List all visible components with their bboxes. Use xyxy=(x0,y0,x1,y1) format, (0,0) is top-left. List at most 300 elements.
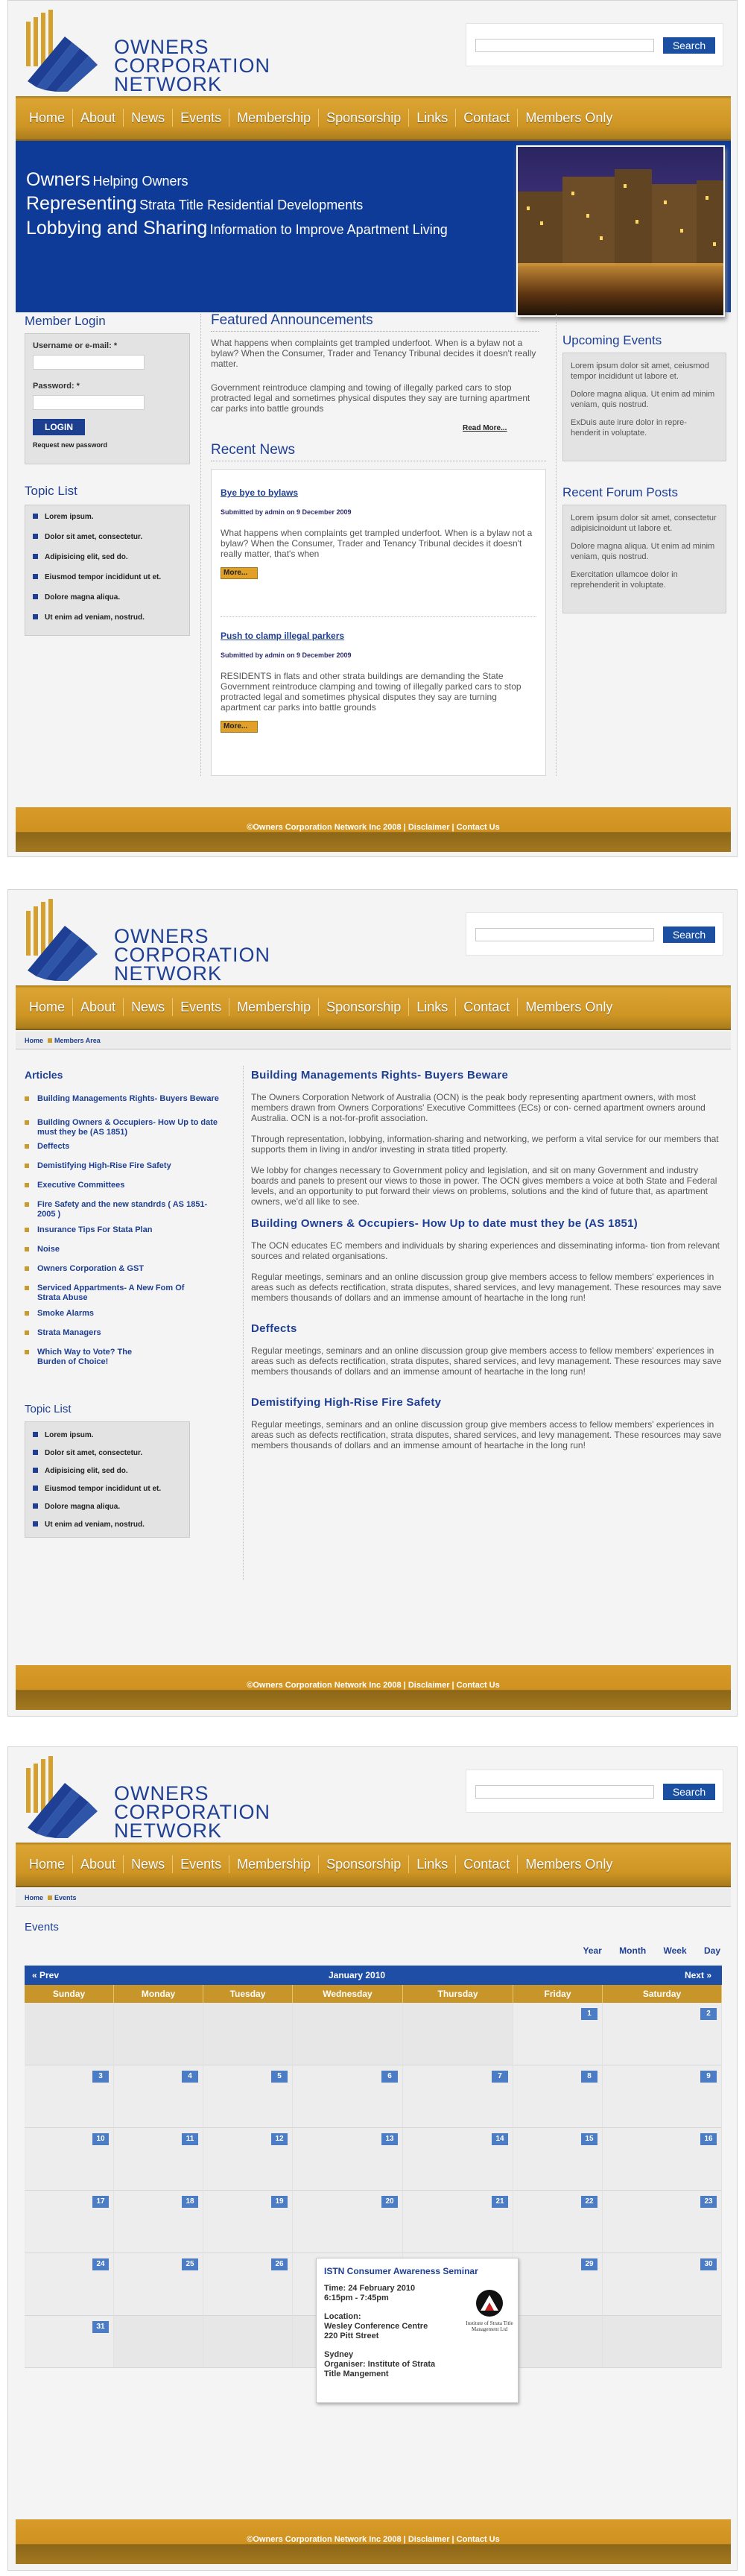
news-item-submitted: Submitted by admin on 9 December 2009 xyxy=(221,508,352,516)
site-logo[interactable] xyxy=(20,7,318,95)
topic-item[interactable] xyxy=(33,531,182,552)
day-number[interactable]: 8 xyxy=(581,2071,597,2083)
brand-line-3: NETWORK xyxy=(114,73,222,95)
topic-item-label: Adipisicing elit, sed do. xyxy=(45,1467,128,1475)
hero-banner xyxy=(16,141,731,312)
bullet-icon xyxy=(33,534,38,539)
calendar-day-cell[interactable] xyxy=(114,2191,203,2253)
article-link[interactable] xyxy=(25,1118,241,1142)
view-day[interactable]: Day xyxy=(703,1945,720,1956)
featured-p2: Government reintroduce clamping and towing of illegally parked cars to stop protracted legal and sometimes physical disputes they say are turning apartment car parks into battle grounds xyxy=(211,382,530,414)
site-footer: ©Owners Corporation Network Inc 2008 | Disclaimer | Contact Us xyxy=(16,1665,731,1710)
nav-links[interactable]: Links xyxy=(416,1857,448,1872)
breadcrumb-separator-icon xyxy=(48,1895,52,1900)
search-input[interactable] xyxy=(475,1785,654,1799)
upcoming-item[interactable]: Lorem ipsum dolor sit amet, ceiusmod tempor incididunt ut labore et. xyxy=(571,362,709,381)
calendar-day-cell xyxy=(293,2003,403,2065)
calendar-day-cell[interactable] xyxy=(25,2316,114,2368)
topic-item[interactable] xyxy=(33,552,182,572)
site-logo[interactable] xyxy=(20,1753,318,1842)
banner-l1-small: Helping Owners xyxy=(92,174,188,189)
topic-item-label: Adipisicing elit, sed do. xyxy=(45,553,128,561)
topic-item[interactable] xyxy=(33,1483,182,1501)
column-divider xyxy=(243,1066,244,1580)
topic-item-label: Dolor sit amet, consectetur. xyxy=(45,1449,143,1457)
photo-window xyxy=(527,206,530,210)
forum-item[interactable]: Dolore magna aliqua. Ut enim ad minim veniam, quis nostrud. xyxy=(571,542,715,561)
article-link[interactable] xyxy=(25,1142,241,1161)
nav-events[interactable]: Events xyxy=(180,110,222,125)
day-number[interactable]: 20 xyxy=(381,2196,398,2208)
upcoming-events-title: Upcoming Events xyxy=(562,333,662,347)
breadcrumb-home[interactable]: Home xyxy=(25,1894,44,1901)
news-item xyxy=(221,487,536,617)
photo-building xyxy=(697,180,725,266)
photo-window xyxy=(624,184,627,188)
brand-line-3: NETWORK xyxy=(114,962,222,985)
calendar-day-cell[interactable] xyxy=(513,2253,603,2316)
day-number[interactable]: 29 xyxy=(581,2258,597,2270)
nav-home[interactable]: Home xyxy=(29,1857,66,1872)
topic-item[interactable] xyxy=(33,1519,182,1537)
day-number[interactable]: 12 xyxy=(271,2133,288,2145)
bullet-icon xyxy=(25,1330,29,1335)
prev-month-button[interactable]: « Prev xyxy=(32,1970,60,1980)
day-number[interactable]: 7 xyxy=(492,2071,508,2083)
bullet-icon xyxy=(33,514,38,519)
nav-members-only[interactable]: Members Only xyxy=(525,1857,613,1872)
day-number[interactable]: 21 xyxy=(492,2196,508,2208)
topic-item[interactable] xyxy=(33,1448,182,1465)
article-content xyxy=(251,1069,723,1461)
username-input[interactable] xyxy=(33,355,145,370)
nav-news[interactable]: News xyxy=(131,1857,165,1872)
banner-l3-small: Information to Improve Apartment Living xyxy=(209,222,448,237)
bullet-icon xyxy=(33,1450,38,1455)
topic-item[interactable] xyxy=(33,572,182,592)
event-time: Time: 24 February 2010 xyxy=(324,2284,416,2293)
day-number[interactable]: 14 xyxy=(492,2133,508,2145)
column-divider xyxy=(200,314,201,776)
article-link[interactable] xyxy=(25,1200,241,1225)
breadcrumb xyxy=(16,1032,731,1049)
member-login-title: Member Login xyxy=(25,314,106,328)
topic-item[interactable] xyxy=(33,592,182,612)
day-number[interactable]: 13 xyxy=(381,2133,398,2145)
article-paragraph: Through representation, lobbying, information-sharing and networking, we perform a vital service for our members that supports them in living in and/or investing in strata titled property. xyxy=(251,1134,719,1155)
bullet-icon xyxy=(25,1311,29,1316)
calendar-day-cell xyxy=(25,2003,114,2065)
weekday-header xyxy=(25,1985,722,2003)
event-title[interactable]: ISTN Consumer Awareness Seminar xyxy=(324,2266,478,2276)
istm-logo xyxy=(466,2288,513,2332)
article-link[interactable] xyxy=(25,1264,241,1284)
weekday-label: Sunday xyxy=(25,1985,114,2003)
nav-sponsorship[interactable]: Sponsorship xyxy=(326,110,402,125)
weekday-label: Wednesday xyxy=(293,1985,403,2003)
bullet-icon xyxy=(25,1266,29,1271)
day-number[interactable]: 19 xyxy=(271,2196,288,2208)
site-footer: ©Owners Corporation Network Inc 2008 | Disclaimer | Contact Us xyxy=(16,2519,731,2564)
breadcrumb-events[interactable]: Events xyxy=(54,1894,77,1901)
nav-members-only[interactable]: Members Only xyxy=(525,1000,613,1014)
featured-title: Featured Announcements xyxy=(211,312,539,332)
calendar-day-cell[interactable] xyxy=(513,2003,603,2065)
bullet-icon xyxy=(25,1120,29,1125)
event-hours: 6:15pm - 7:45pm xyxy=(324,2294,389,2302)
calendar-day-cell[interactable] xyxy=(513,2191,603,2253)
member-login-box xyxy=(25,333,190,464)
day-number[interactable]: 24 xyxy=(92,2258,109,2270)
weekday-label: Tuesday xyxy=(203,1985,293,2003)
photo-window xyxy=(635,220,638,224)
day-number[interactable]: 30 xyxy=(700,2258,717,2270)
news-list xyxy=(211,469,546,776)
article-link-label: Fire Safety and the new standrds ( AS 1851-2005 ) xyxy=(37,1200,208,1219)
topic-item-label: Ut enim ad veniam, nostrud. xyxy=(45,1521,145,1529)
article-section-title: Building Owners & Occupiers- How Up to date must they be (AS 1851) xyxy=(251,1217,638,1230)
photo-building xyxy=(652,184,697,266)
logo-mark-icon xyxy=(20,1753,110,1839)
news-item-title[interactable]: Bye bye to bylaws xyxy=(221,487,299,498)
forum-posts-title: Recent Forum Posts xyxy=(562,485,678,499)
upcoming-events-box xyxy=(562,353,726,461)
day-number[interactable]: 31 xyxy=(92,2321,109,2333)
article-link[interactable] xyxy=(25,1284,241,1309)
bullet-icon xyxy=(33,1521,38,1527)
site-header xyxy=(8,890,737,987)
photo-window xyxy=(571,192,574,195)
calendar-bar xyxy=(25,1966,722,1985)
topic-item-label: Dolor sit amet, consectetur. xyxy=(45,533,143,541)
bullet-icon xyxy=(25,1202,29,1207)
article-section-title: Demistifying High-Rise Fire Safety xyxy=(251,1396,442,1409)
day-number[interactable]: 22 xyxy=(581,2196,597,2208)
photo-reflection xyxy=(518,263,725,315)
bullet-icon xyxy=(33,554,38,559)
calendar-day-cell[interactable] xyxy=(513,2128,603,2191)
nav-sponsorship[interactable]: Sponsorship xyxy=(326,1000,402,1014)
events-title: Events xyxy=(25,1921,59,1933)
breadcrumb-separator-icon xyxy=(48,1038,52,1043)
day-number[interactable]: 17 xyxy=(92,2196,109,2208)
upcoming-item[interactable]: Dolore magna aliqua. Ut enim ad minim veniam, quis nostrud. xyxy=(571,390,715,409)
bullet-icon xyxy=(25,1164,29,1168)
day-number[interactable]: 6 xyxy=(381,2071,398,2083)
bullet-icon xyxy=(33,614,38,619)
calendar-day-cell[interactable] xyxy=(403,2191,513,2253)
news-item-title[interactable]: Push to clamp illegal parkers xyxy=(221,631,345,641)
article-link-label: Owners Corporation & GST xyxy=(37,1264,145,1273)
istm-logo-text: Institute of Strata Title Management Ltd xyxy=(466,2320,513,2332)
nav-links[interactable]: Links xyxy=(416,1000,448,1014)
calendar-day-cell[interactable] xyxy=(293,2065,403,2128)
brand-line-3: NETWORK xyxy=(114,1819,222,1842)
nav-membership[interactable]: Membership xyxy=(237,1857,311,1872)
logo-mark-icon xyxy=(20,896,110,982)
day-number[interactable]: 9 xyxy=(700,2071,717,2083)
day-number[interactable]: 3 xyxy=(92,2071,109,2083)
calendar-day-cell[interactable] xyxy=(603,2128,722,2191)
photo-building xyxy=(615,169,652,266)
photo-window xyxy=(706,196,708,200)
calendar-day-cell[interactable] xyxy=(114,2128,203,2191)
day-number[interactable]: 5 xyxy=(271,2071,288,2083)
article-link-label: Building Managements Rights- Buyers Beware xyxy=(37,1094,219,1103)
article-link-label: Serviced Appartments- A New Fom Of Strata Abuse xyxy=(37,1284,185,1302)
article-link-label: Smoke Alarms xyxy=(37,1309,95,1318)
event-location-label: Location: xyxy=(324,2312,361,2321)
article-paragraph: Regular meetings, seminars and an online discussion group give members access to fellow members' experiences in areas such as defects rectification, strata disputes, shared services, and levy management. These resources may save members thousands of dollars and an immense amount of heartache in the long run! xyxy=(251,1419,722,1450)
calendar-day-cell[interactable] xyxy=(114,2065,203,2128)
view-year[interactable]: Year xyxy=(583,1945,602,1956)
banner-line-1 xyxy=(26,169,188,191)
article-link-label: Noise xyxy=(37,1245,60,1254)
bullet-icon xyxy=(25,1228,29,1232)
events-page xyxy=(7,1746,738,2571)
topic-list-box xyxy=(25,505,190,636)
read-more-link[interactable]: Read More... xyxy=(463,424,507,432)
calendar-day-cell xyxy=(513,2316,603,2368)
more-button[interactable]: More... xyxy=(221,721,258,733)
main-nav xyxy=(16,96,731,141)
photo-window xyxy=(664,201,667,204)
home-page xyxy=(7,0,738,857)
nav-news[interactable]: News xyxy=(131,110,165,125)
calendar-day-cell[interactable] xyxy=(203,2191,293,2253)
event-popup xyxy=(316,2258,519,2403)
event-city: Sydney xyxy=(324,2350,354,2359)
bullet-icon xyxy=(25,1183,29,1187)
day-number[interactable]: 23 xyxy=(700,2196,717,2208)
nav-home[interactable]: Home xyxy=(29,1000,66,1014)
banner-line-2 xyxy=(26,193,363,215)
article-link-label: Strata Managers xyxy=(37,1328,101,1337)
nav-contact[interactable]: Contact xyxy=(463,1000,510,1014)
weekday-label: Saturday xyxy=(603,1985,722,2003)
articles-title: Articles xyxy=(25,1069,63,1081)
topic-item-label: Dolore magna aliqua. xyxy=(45,593,121,602)
article-link[interactable] xyxy=(25,1348,241,1373)
photo-building xyxy=(562,177,615,266)
forum-item[interactable]: Lorem ipsum dolor sit amet, consectetur adipisicinoidunt ut labore et. xyxy=(571,514,717,533)
article-section-title: Building Managements Rights- Buyers Beware xyxy=(251,1069,509,1082)
photo-window xyxy=(540,221,543,225)
topic-list-title: Topic List xyxy=(25,484,77,498)
calendar-day-cell xyxy=(203,2003,293,2065)
upcoming-item[interactable]: ExDuis aute irure dolor in repre- henderit in voluptate. xyxy=(571,418,687,438)
photo-window xyxy=(713,242,716,246)
banner-l1-big: Owners xyxy=(26,169,91,190)
site-header xyxy=(8,1747,737,1844)
logo-mark-icon xyxy=(20,7,110,92)
article-link[interactable] xyxy=(25,1328,241,1348)
event-venue: Wesley Conference Centre xyxy=(324,2322,428,2331)
calendar-day-cell[interactable] xyxy=(293,2191,403,2253)
breadcrumb-members-area[interactable]: Members Area xyxy=(54,1037,101,1044)
photo-window xyxy=(680,229,683,233)
request-password-link[interactable]: Request new password xyxy=(33,441,108,449)
weekday-label: Friday xyxy=(513,1985,603,2003)
calendar-day-cell[interactable] xyxy=(603,2003,722,2065)
banner-l2-small: Strata Title Residential Developments xyxy=(139,198,364,212)
day-number[interactable]: 4 xyxy=(182,2071,198,2083)
topic-item-label: Lorem ipsum. xyxy=(45,513,94,521)
article-link[interactable] xyxy=(25,1094,241,1118)
calendar-day-cell[interactable] xyxy=(114,2253,203,2316)
nav-about[interactable]: About xyxy=(80,110,116,125)
article-section xyxy=(251,1069,723,1207)
article-link[interactable] xyxy=(25,1245,241,1264)
search-button[interactable]: Search xyxy=(663,37,715,54)
calendar-day-cell[interactable] xyxy=(203,2253,293,2316)
bullet-icon xyxy=(33,1468,38,1473)
view-month[interactable]: Month xyxy=(619,1945,647,1956)
topic-item-label: Ut enim ad veniam, nostrud. xyxy=(45,613,145,622)
topic-item[interactable] xyxy=(33,1465,182,1483)
site-footer: ©Owners Corporation Network Inc 2008 | Disclaimer | Contact Us xyxy=(16,807,731,852)
day-number[interactable]: 11 xyxy=(182,2133,198,2145)
topic-list-box xyxy=(25,1421,190,1538)
article-link[interactable] xyxy=(25,1309,241,1328)
article-section-title: Deffects xyxy=(251,1322,297,1335)
brand-line-1: OWNERS xyxy=(114,1782,209,1805)
calendar-day-cell[interactable] xyxy=(293,2128,403,2191)
banner-line-3 xyxy=(26,218,448,239)
topic-item[interactable] xyxy=(33,1501,182,1519)
calendar-day-cell xyxy=(114,2003,203,2065)
nav-members-only[interactable]: Members Only xyxy=(525,110,613,125)
view-week[interactable]: Week xyxy=(663,1945,687,1956)
nav-membership[interactable]: Membership xyxy=(237,110,311,125)
next-month-button[interactable]: Next » xyxy=(684,1970,711,1980)
articles-list xyxy=(25,1094,241,1373)
search-input[interactable] xyxy=(475,928,654,941)
forum-posts-box xyxy=(562,505,726,613)
search-button[interactable]: Search xyxy=(663,926,715,943)
bullet-icon xyxy=(25,1247,29,1251)
calendar-day-cell[interactable] xyxy=(203,2128,293,2191)
day-number[interactable]: 18 xyxy=(182,2196,198,2208)
topic-item[interactable] xyxy=(33,612,182,632)
main-nav xyxy=(16,985,731,1030)
bullet-icon xyxy=(33,1486,38,1491)
forum-item[interactable]: Exercitation ullamcoe dolor in reprehenderit in voluptate. xyxy=(571,570,678,590)
calendar-day-cell[interactable] xyxy=(603,2065,722,2128)
calendar-day-cell[interactable] xyxy=(25,2065,114,2128)
nav-contact[interactable]: Contact xyxy=(463,1857,510,1872)
bullet-icon xyxy=(33,574,38,579)
topic-item-label: Dolore magna aliqua. xyxy=(45,1503,121,1511)
column-divider xyxy=(556,314,557,776)
bullet-icon xyxy=(33,594,38,599)
day-number[interactable]: 15 xyxy=(581,2133,597,2145)
day-number[interactable]: 26 xyxy=(271,2258,288,2270)
article-link-label: Executive Committees xyxy=(37,1181,125,1190)
article-paragraph: Regular meetings, seminars and an online discussion group give members access to fellow members' experiences in areas such as defects rectification, strata disputes, shared services, and levy management. These resources may save members thousands of dollars and an immense amount of heartache in the long run! xyxy=(251,1345,722,1377)
article-section xyxy=(251,1322,723,1377)
topic-list-title: Topic List xyxy=(25,1403,72,1415)
topic-item-label: Eiusmod tempor incididunt ut et. xyxy=(45,573,162,581)
calendar-day-cell[interactable] xyxy=(25,2191,114,2253)
main-nav xyxy=(16,1843,731,1887)
brand-line-2: CORPORATION xyxy=(114,944,271,966)
day-number[interactable]: 2 xyxy=(700,2008,717,2020)
calendar-day-cell[interactable] xyxy=(25,2128,114,2191)
calendar-day-cell[interactable] xyxy=(25,2253,114,2316)
login-button[interactable]: LOGIN xyxy=(33,419,85,435)
nav-sponsorship[interactable]: Sponsorship xyxy=(326,1857,402,1872)
article-link[interactable] xyxy=(25,1181,241,1200)
day-number[interactable]: 1 xyxy=(581,2008,597,2020)
article-link-label: Building Owners & Occupiers- How Up to date must they be (AS 1851) xyxy=(37,1118,218,1137)
article-link-label: Demistifying High-Rise Fire Safety xyxy=(37,1161,171,1170)
nav-links[interactable]: Links xyxy=(416,110,448,125)
search-box xyxy=(466,1770,723,1813)
password-input[interactable] xyxy=(33,395,145,410)
topic-item-label: Eiusmod tempor incididunt ut et. xyxy=(45,1485,162,1493)
nav-membership[interactable]: Membership xyxy=(237,1000,311,1014)
photo-building xyxy=(518,192,562,266)
calendar-day-cell xyxy=(403,2003,513,2065)
photo-window xyxy=(600,236,603,240)
bullet-icon xyxy=(25,1096,29,1101)
calendar-month-label: January 2010 xyxy=(329,1970,386,1980)
news-item xyxy=(221,617,536,733)
more-button[interactable]: More... xyxy=(221,567,258,579)
nav-about[interactable]: About xyxy=(80,1000,116,1014)
search-button[interactable]: Search xyxy=(663,1784,715,1800)
bullet-icon xyxy=(25,1350,29,1354)
nav-about[interactable]: About xyxy=(80,1857,116,1872)
topic-item[interactable] xyxy=(33,1430,182,1448)
nav-events[interactable]: Events xyxy=(180,1000,222,1014)
nav-home[interactable]: Home xyxy=(29,110,66,125)
breadcrumb-home[interactable]: Home xyxy=(25,1037,44,1044)
nav-events[interactable]: Events xyxy=(180,1857,222,1872)
event-organiser-line2: Title Mangement xyxy=(324,2370,389,2378)
event-street: 220 Pitt Street xyxy=(324,2332,379,2340)
article-link-label: Which Way to Vote? The Burden of Choice! xyxy=(37,1348,133,1366)
brand-line-2: CORPORATION xyxy=(114,1801,271,1823)
article-link[interactable] xyxy=(25,1225,241,1245)
article-section xyxy=(251,1396,723,1450)
day-number[interactable]: 16 xyxy=(700,2133,717,2145)
brand-line-1: OWNERS xyxy=(114,36,209,58)
calendar-day-cell[interactable] xyxy=(603,2253,722,2316)
day-number[interactable]: 25 xyxy=(182,2258,198,2270)
calendar-day-cell[interactable] xyxy=(403,2065,513,2128)
search-input[interactable] xyxy=(475,39,654,52)
weekday-label: Monday xyxy=(114,1985,203,2003)
calendar-day-cell[interactable] xyxy=(203,2065,293,2128)
featured-p1: What happens when complaints get trampled underfoot. When is a bylaw not a bylaw? When the Consumer, Trader and Tenancy Tribunal decides it doesn't really matter. xyxy=(211,338,536,369)
calendar-day-cell[interactable] xyxy=(603,2191,722,2253)
calendar-day-cell[interactable] xyxy=(513,2065,603,2128)
breadcrumb xyxy=(16,1889,731,1907)
article-link-label: Insurance Tips For Stata Plan xyxy=(37,1225,153,1234)
calendar-day-cell[interactable] xyxy=(403,2128,513,2191)
password-label: Password: * xyxy=(33,382,80,391)
day-number[interactable]: 10 xyxy=(92,2133,109,2145)
nav-news[interactable]: News xyxy=(131,1000,165,1014)
calendar-day-cell xyxy=(203,2316,293,2368)
topic-item[interactable] xyxy=(33,511,182,531)
nav-contact[interactable]: Contact xyxy=(463,110,510,125)
article-link[interactable] xyxy=(25,1161,241,1181)
site-logo[interactable] xyxy=(20,896,318,985)
brand-line-2: CORPORATION xyxy=(114,54,271,77)
